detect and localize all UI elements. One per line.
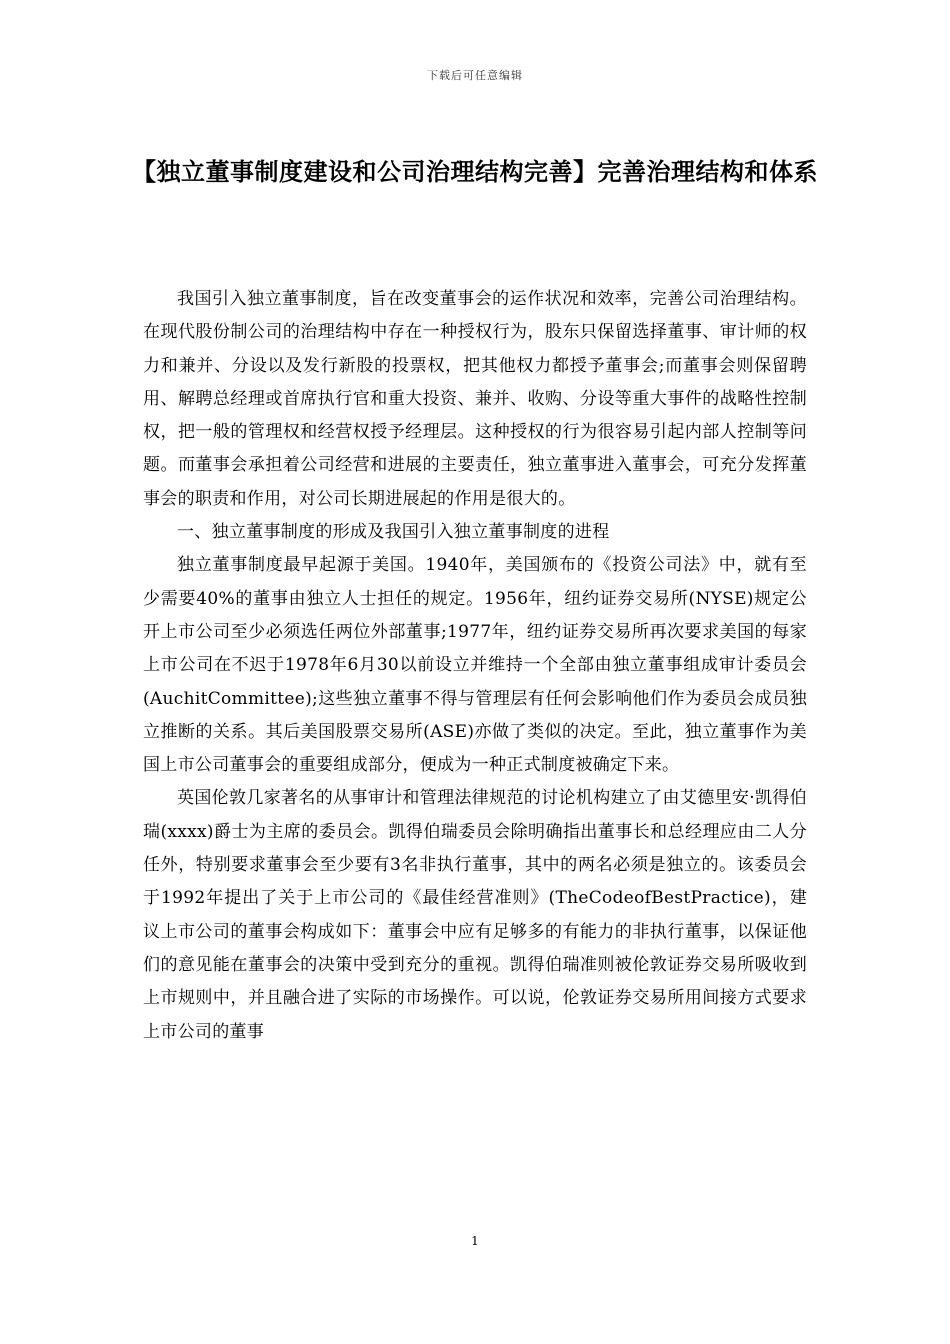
page-number: 1	[471, 1234, 479, 1248]
section-heading-1: 一、独立董事制度的形成及我国引入独立董事制度的进程	[177, 522, 610, 543]
paragraph-uk-cadbury: 英国伦敦几家著名的从事审计和管理法律规范的讨论机构建立了由艾德里安·凯得伯瑞(xxxx)爵士为主席的委员会。凯得伯瑞委员会除明确指出董事长和总经理应由二人分任外，特别要求董事会至少要有3名非执行董事，其中的两名必须是独立的。该委员会于1992年提出了关于上市公司的《最佳经营准则》(TheCodeofBestPractice)，建议上市公司的董事会构成如下：董事会中应有足够多的有能力的非执行董事，以保证他们的意见能在董事会的决策中受到充分的重视。凯得伯瑞准则被伦敦证券交易所吸收到上市规则中，并且融合进了实际的市场操作。可以说，伦敦证券交易所用间接方式要求上市公司的董事	[143, 788, 807, 1042]
paragraph-us-origin: 独立董事制度最早起源于美国。1940年，美国颁布的《投资公司法》中，就有至少需要40%的董事由独立人士担任的规定。1956年，纽约证券交易所(NYSE)规定公开上市公司至少必须选任两位外部董事;1977年，纽约证券交易所再次要求美国的每家上市公司在不迟于1978年6月30以前设立并维持一个全部由独立董事组成审计委员会(AuchitCommittee);这些独立董事不得与管理层有任何会影响他们作为委员会成员独立推断的关系。其后美国股票交易所(ASE)亦做了类似的决定。至此，独立董事作为美国上市公司董事会的重要组成部分，便成为一种正式制度被确定下来。	[143, 555, 807, 776]
document-title: 【独立董事制度建设和公司治理结构完善】完善治理结构和体系	[132, 158, 818, 186]
page-header-note: 下载后可任意编辑	[427, 69, 523, 82]
document-body	[143, 283, 807, 1049]
paragraph-intro: 我国引入独立董事制度，旨在改变董事会的运作状况和效率，完善公司治理结构。在现代股份制公司的治理结构中存在一种授权行为，股东只保留选择董事、审计师的权力和兼并、分设以及发行新股的投票权，把其他权力都授予董事会;而董事会则保留聘用、解聘总经理或首席执行官和重大投资、兼并、收购、分设等重大事件的战略性控制权，把一般的管理权和经营权授予经理层。这种授权的行为很容易引起内部人控制等问题。而董事会承担着公司经营和进展的主要责任，独立董事进入董事会，可充分发挥董事会的职责和作用，对公司长期进展起的作用是很大的。	[143, 289, 807, 509]
